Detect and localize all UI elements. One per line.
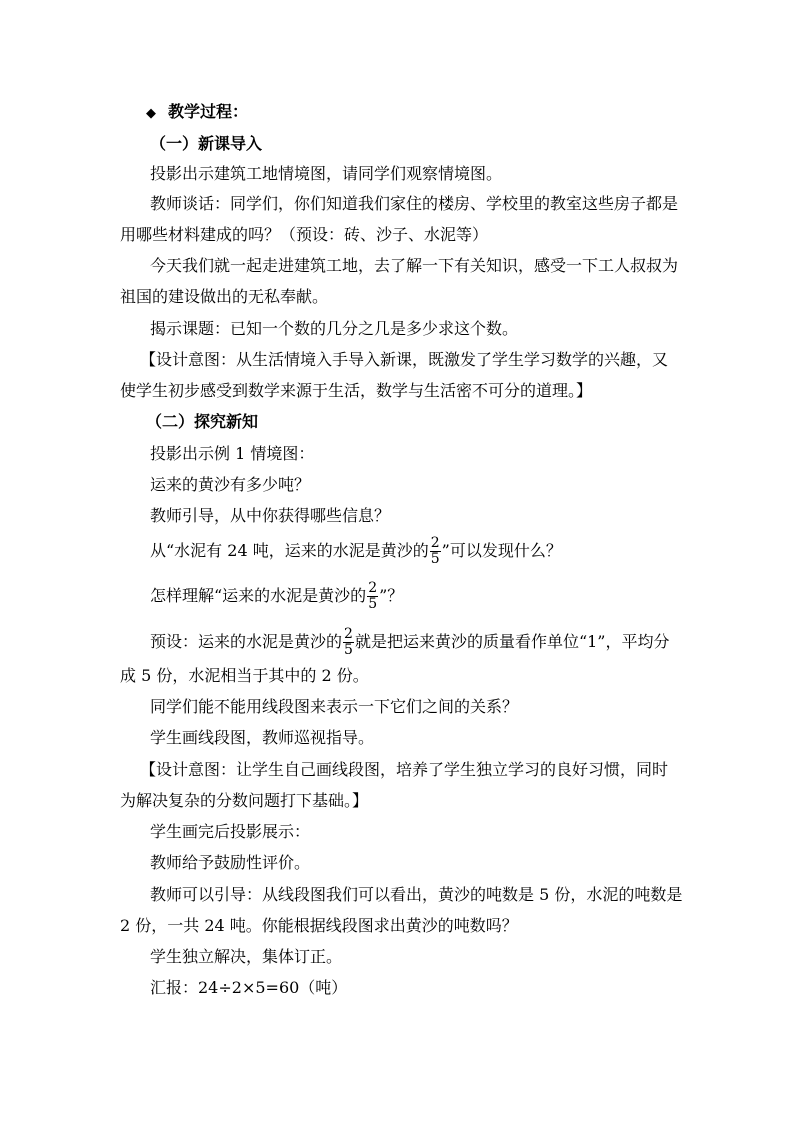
paragraph: 投影出示例 1 情境图：: [150, 444, 315, 463]
paragraph: 教师可以引导：从线段图我们可以看出，黄沙的吨数是 5 份，水泥的吨数是: [150, 885, 683, 904]
paragraph-cont: 用哪些材料建成的吗？（预设：砖、沙子、水泥等）: [120, 225, 489, 244]
paragraph: 学生独立解决，集体订正。: [150, 947, 343, 966]
paragraph-cont: 成 5 份，水泥相当于其中的 2 份。: [120, 666, 369, 685]
fraction-denominator: 5: [344, 642, 353, 658]
section-title: [146, 101, 248, 125]
paragraph: 教师引导，从中你获得哪些信息？: [150, 506, 391, 525]
text-segment: ”可以发现什么？: [441, 541, 562, 560]
fraction: [430, 536, 441, 567]
paragraph-cont: 使学生初步感受到数学来源于生活，数学与生活密不可分的道理。】: [120, 381, 593, 400]
text-segment: 怎样理解“运来的水泥是黄沙的: [150, 586, 367, 605]
text-segment: 从“水泥有 24 吨，运来的水泥是黄沙的: [150, 541, 429, 560]
paragraph: 同学们能不能用线段图来表示一下它们之间的关系？: [150, 697, 519, 716]
paragraph: 投影出示建筑工地情境图，请同学们观察情境图。: [150, 164, 503, 183]
fraction-denominator: 5: [368, 596, 378, 612]
paragraph: 揭示课题：已知一个数的几分之几是多少求这个数。: [150, 319, 519, 338]
paragraph: 学生画线段图，教师巡视指导。: [150, 728, 375, 747]
paragraph-cont: 为解决复杂的分数问题打下基础。】: [120, 791, 369, 810]
text-segment: ”？: [379, 586, 404, 605]
fraction: [343, 627, 354, 658]
paragraph: 学生画完后投影展示：: [150, 822, 311, 841]
part2-heading: （二）探究新知: [146, 412, 259, 431]
part1-heading: （一）新课导入: [150, 134, 263, 153]
fraction-numerator: 2: [368, 580, 378, 596]
paragraph-with-fraction: [150, 536, 562, 567]
fraction-denominator: 5: [430, 551, 440, 567]
fraction-numerator: 2: [430, 535, 440, 551]
paragraph: 今天我们就一起走进建筑工地，去了解一下有关知识，感受一下工人叔叔为: [150, 256, 679, 275]
paragraph-cont: 祖国的建设做出的无私奉献。: [120, 287, 329, 306]
design-intent-1: 【设计意图：从生活情境入手导入新课，既激发了学生学习数学的兴趣，又: [140, 350, 669, 369]
diamond-bullet-icon: ◆: [146, 106, 156, 121]
paragraph-with-fraction: [150, 627, 669, 658]
paragraph-cont: 2 份，一共 24 吨。你能根据线段图求出黄沙的吨数吗？: [120, 916, 518, 935]
paragraph: 运来的黄沙有多少吨？: [150, 475, 311, 494]
section-title-text: 教学过程：: [168, 102, 249, 121]
text-segment: 预设：运来的水泥是黄沙的: [150, 632, 343, 651]
fraction-numerator: 2: [344, 626, 353, 642]
fraction: [367, 581, 378, 612]
text-segment: 就是把运来黄沙的质量看作单位“1”，平均分: [354, 632, 670, 651]
paragraph: 教师给予鼓励性评价。: [150, 853, 311, 872]
paragraph: 教师谈话：同学们，你们知道我们家住的楼房、学校里的教室这些房子都是: [150, 194, 679, 213]
paragraph-with-fraction: [150, 581, 403, 612]
paragraph: 汇报：24÷2×5=60（吨）: [150, 978, 348, 997]
design-intent-2: 【设计意图：让学生自己画线段图，培养了学生独立学习的良好习惯，同时: [140, 760, 669, 779]
